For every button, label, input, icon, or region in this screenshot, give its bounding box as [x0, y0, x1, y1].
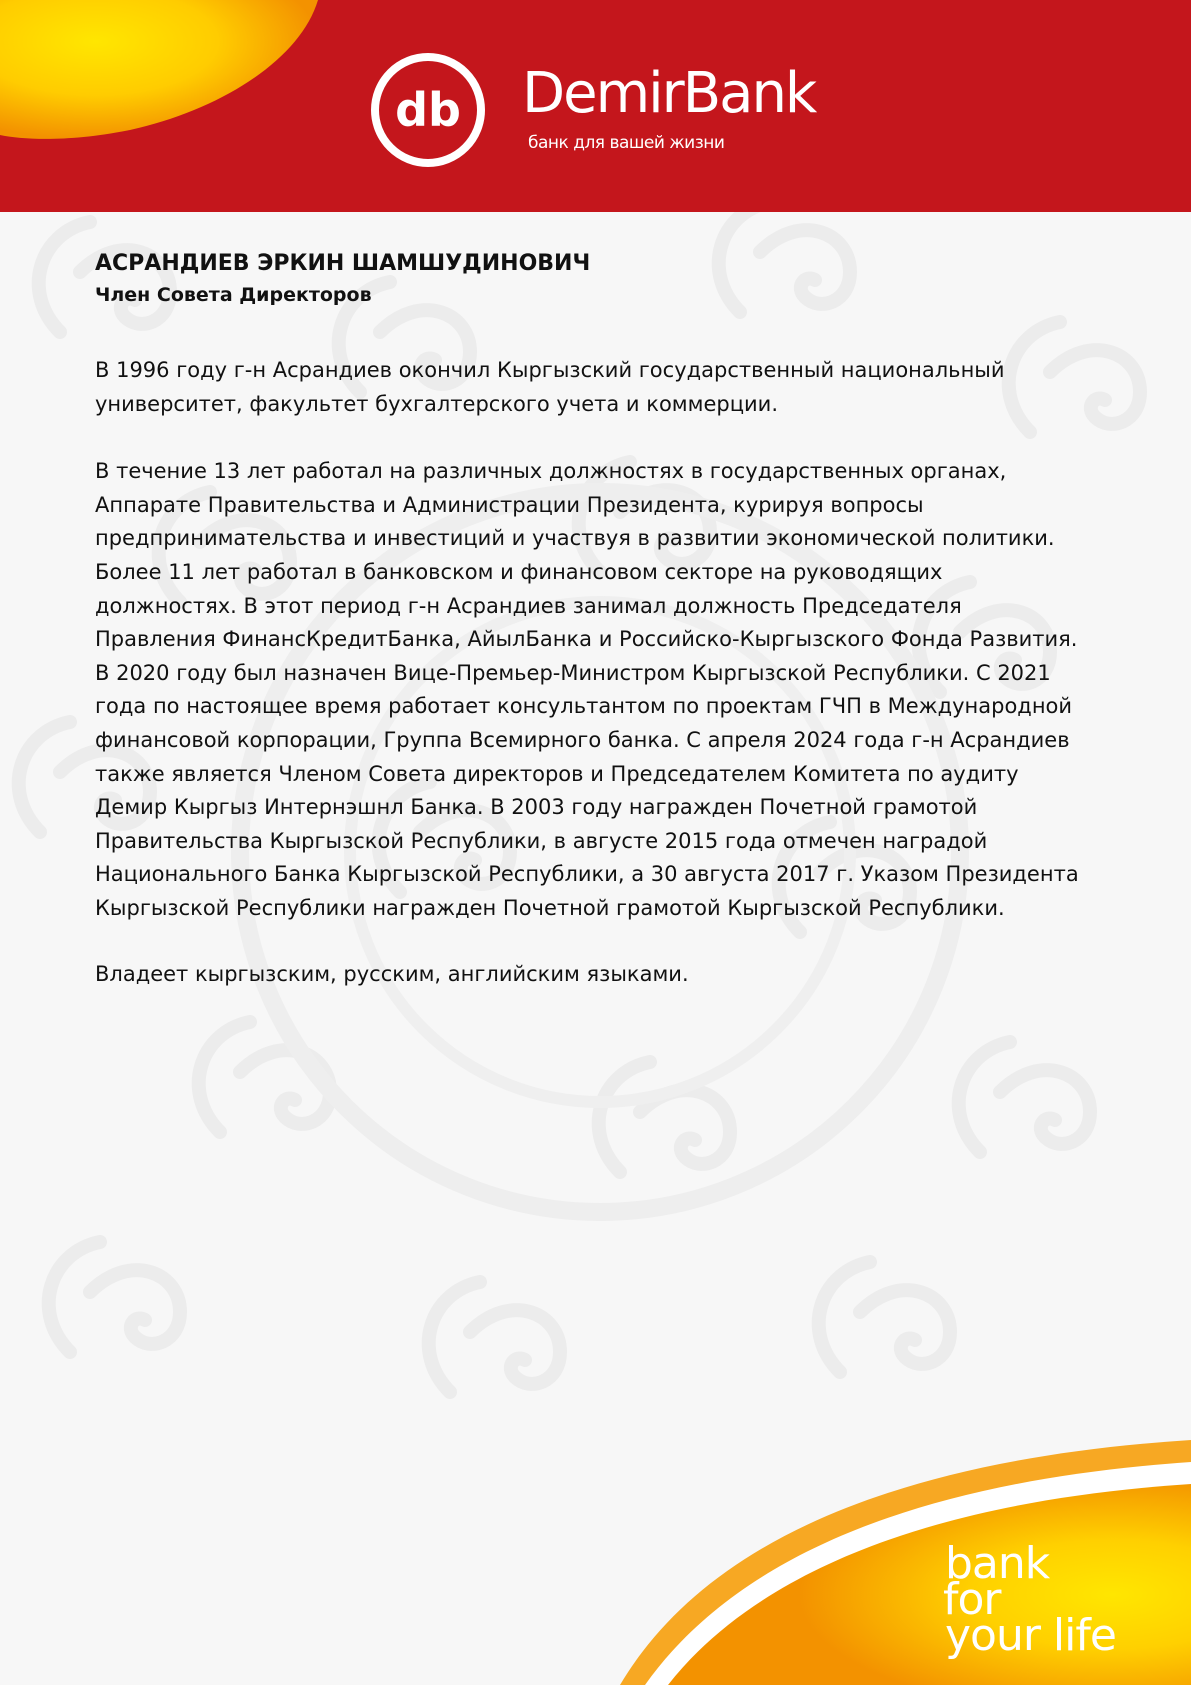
biography-content — [95, 248, 1085, 991]
demirbank-logo[interactable] — [370, 52, 830, 168]
slogan-line-your-life: your life — [945, 1610, 1116, 1661]
paragraph-career: В течение 13 лет работал на различных должностях в государственных органах, Аппарате Правительства и Администрации Президента, курируя вопросы предпринимательства и инвестиций и участвуя в развитии экономической политики. Более 11 лет работал в банковском и финансовом секторе на руководящих должностях. В этот период г-н Асрандиев занимал должность Председателя Правления ФинансКредитБанка, АйылБанка и Российско-Кыргызского Фонда Развития. В 2020 году был назначен Вице-Премьер-Министром Кыргызской Республики. С 2021 года по настоящее время работает консультантом по проектам ГЧП в Международной финансовой корпорации, Группа Всемирного банка. С апреля 2024 года г-н Асрандиев также является Членом Совета директоров и Председателем Комитета по аудиту Демир Кыргыз Интернэшнл Банка. В 2003 году награжден Почетной грамотой Правительства Кыргызской Республики, в августе 2015 года отмечен наградой Национального Банка Кыргызской Республики, а 30 августа 2017 г. Указом Президента Кыргызской Республики награжден Почетной грамотой Кыргызской Республики. — [95, 459, 1079, 920]
slogan-line-bank: bank — [945, 1538, 1050, 1589]
paragraph-languages: Владеет кыргызским, русским, английским языками. — [95, 961, 689, 986]
db-logo-icon — [370, 52, 486, 168]
sun-graphic — [0, 0, 340, 212]
slogan — [943, 1538, 1116, 1661]
paragraph-education: В 1996 году г-н Асрандиев окончил Кыргызский государственный национальный университет, факультет бухгалтерского учета и коммерции. — [95, 358, 1005, 416]
slogan-line-for: for — [943, 1574, 1001, 1625]
brand-name: DemirBank — [522, 61, 816, 126]
person-role: Член Совета Директоров — [95, 284, 372, 306]
header-band — [0, 0, 1191, 212]
person-name: АСРАНДИЕВ ЭРКИН ШАМШУДИНОВИЧ — [95, 251, 591, 276]
svg-text:db: db — [395, 83, 461, 137]
brand-tagline: банк для вашей жизни — [528, 133, 725, 153]
